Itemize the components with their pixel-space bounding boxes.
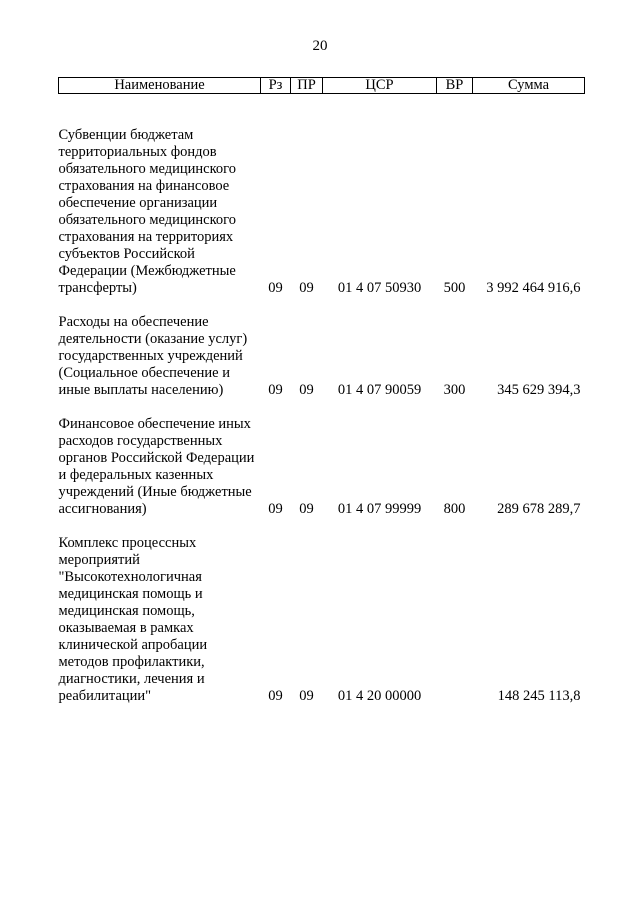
row-rz: 09 xyxy=(268,382,283,398)
row-name: Комплекс процессных мероприятий "Высокотехнологичная медицинская помощь и медицинская помощь, оказываемая в рамках клинической апробации методов профилактики, диагностики, лечения и реабилитации" xyxy=(58,535,208,704)
table-header-row xyxy=(59,78,585,94)
header-csr: ЦСР xyxy=(323,78,437,94)
table-row xyxy=(59,94,585,298)
row-vr: 300 xyxy=(443,382,466,398)
row-vr: 500 xyxy=(443,280,466,296)
row-pr: 09 xyxy=(299,280,314,296)
row-rz: 09 xyxy=(268,688,283,704)
header-vr: ВР xyxy=(437,78,473,94)
row-pr: 09 xyxy=(299,501,314,517)
row-pr: 09 xyxy=(299,382,314,398)
row-vr: 800 xyxy=(443,501,466,517)
header-name: Наименование xyxy=(59,78,261,94)
header-pr: ПР xyxy=(291,78,323,94)
row-sum: 3 992 464 916,6 xyxy=(486,280,581,296)
table-row xyxy=(59,518,585,709)
row-csr: 01 4 07 90059 xyxy=(337,382,422,398)
table-row xyxy=(59,399,585,518)
row-pr: 09 xyxy=(299,688,314,704)
row-csr: 01 4 07 99999 xyxy=(337,501,422,517)
header-rz: Рз xyxy=(261,78,291,94)
page-number: 20 xyxy=(312,38,328,54)
budget-table xyxy=(58,77,585,709)
row-sum: 345 629 394,3 xyxy=(497,382,581,398)
table-row xyxy=(59,297,585,399)
header-sum: Сумма xyxy=(473,78,585,94)
row-vr xyxy=(437,518,473,709)
row-csr: 01 4 07 50930 xyxy=(337,280,422,296)
row-name: Финансовое обеспечение иных расходов государственных органов Российской Федерации и федеральных казенных учреждений (Иные бюджетные ассигнования) xyxy=(58,416,255,517)
row-sum: 289 678 289,7 xyxy=(497,501,581,517)
row-csr: 01 4 20 00000 xyxy=(337,688,422,704)
row-name: Расходы на обеспечение деятельности (оказание услуг) государственных учреждений (Социальное обеспечение и иные выплаты населению) xyxy=(58,314,248,398)
row-name: Субвенции бюджетам территориальных фондов обязательного медицинского страхования на финансовое обеспечение организации обязательного медицинского страхования на территориях субъектов Российской Федерации (Межбюджетные трансферты) xyxy=(58,127,236,296)
row-rz: 09 xyxy=(268,280,283,296)
row-rz: 09 xyxy=(268,501,283,517)
row-sum: 148 245 113,8 xyxy=(497,688,581,704)
